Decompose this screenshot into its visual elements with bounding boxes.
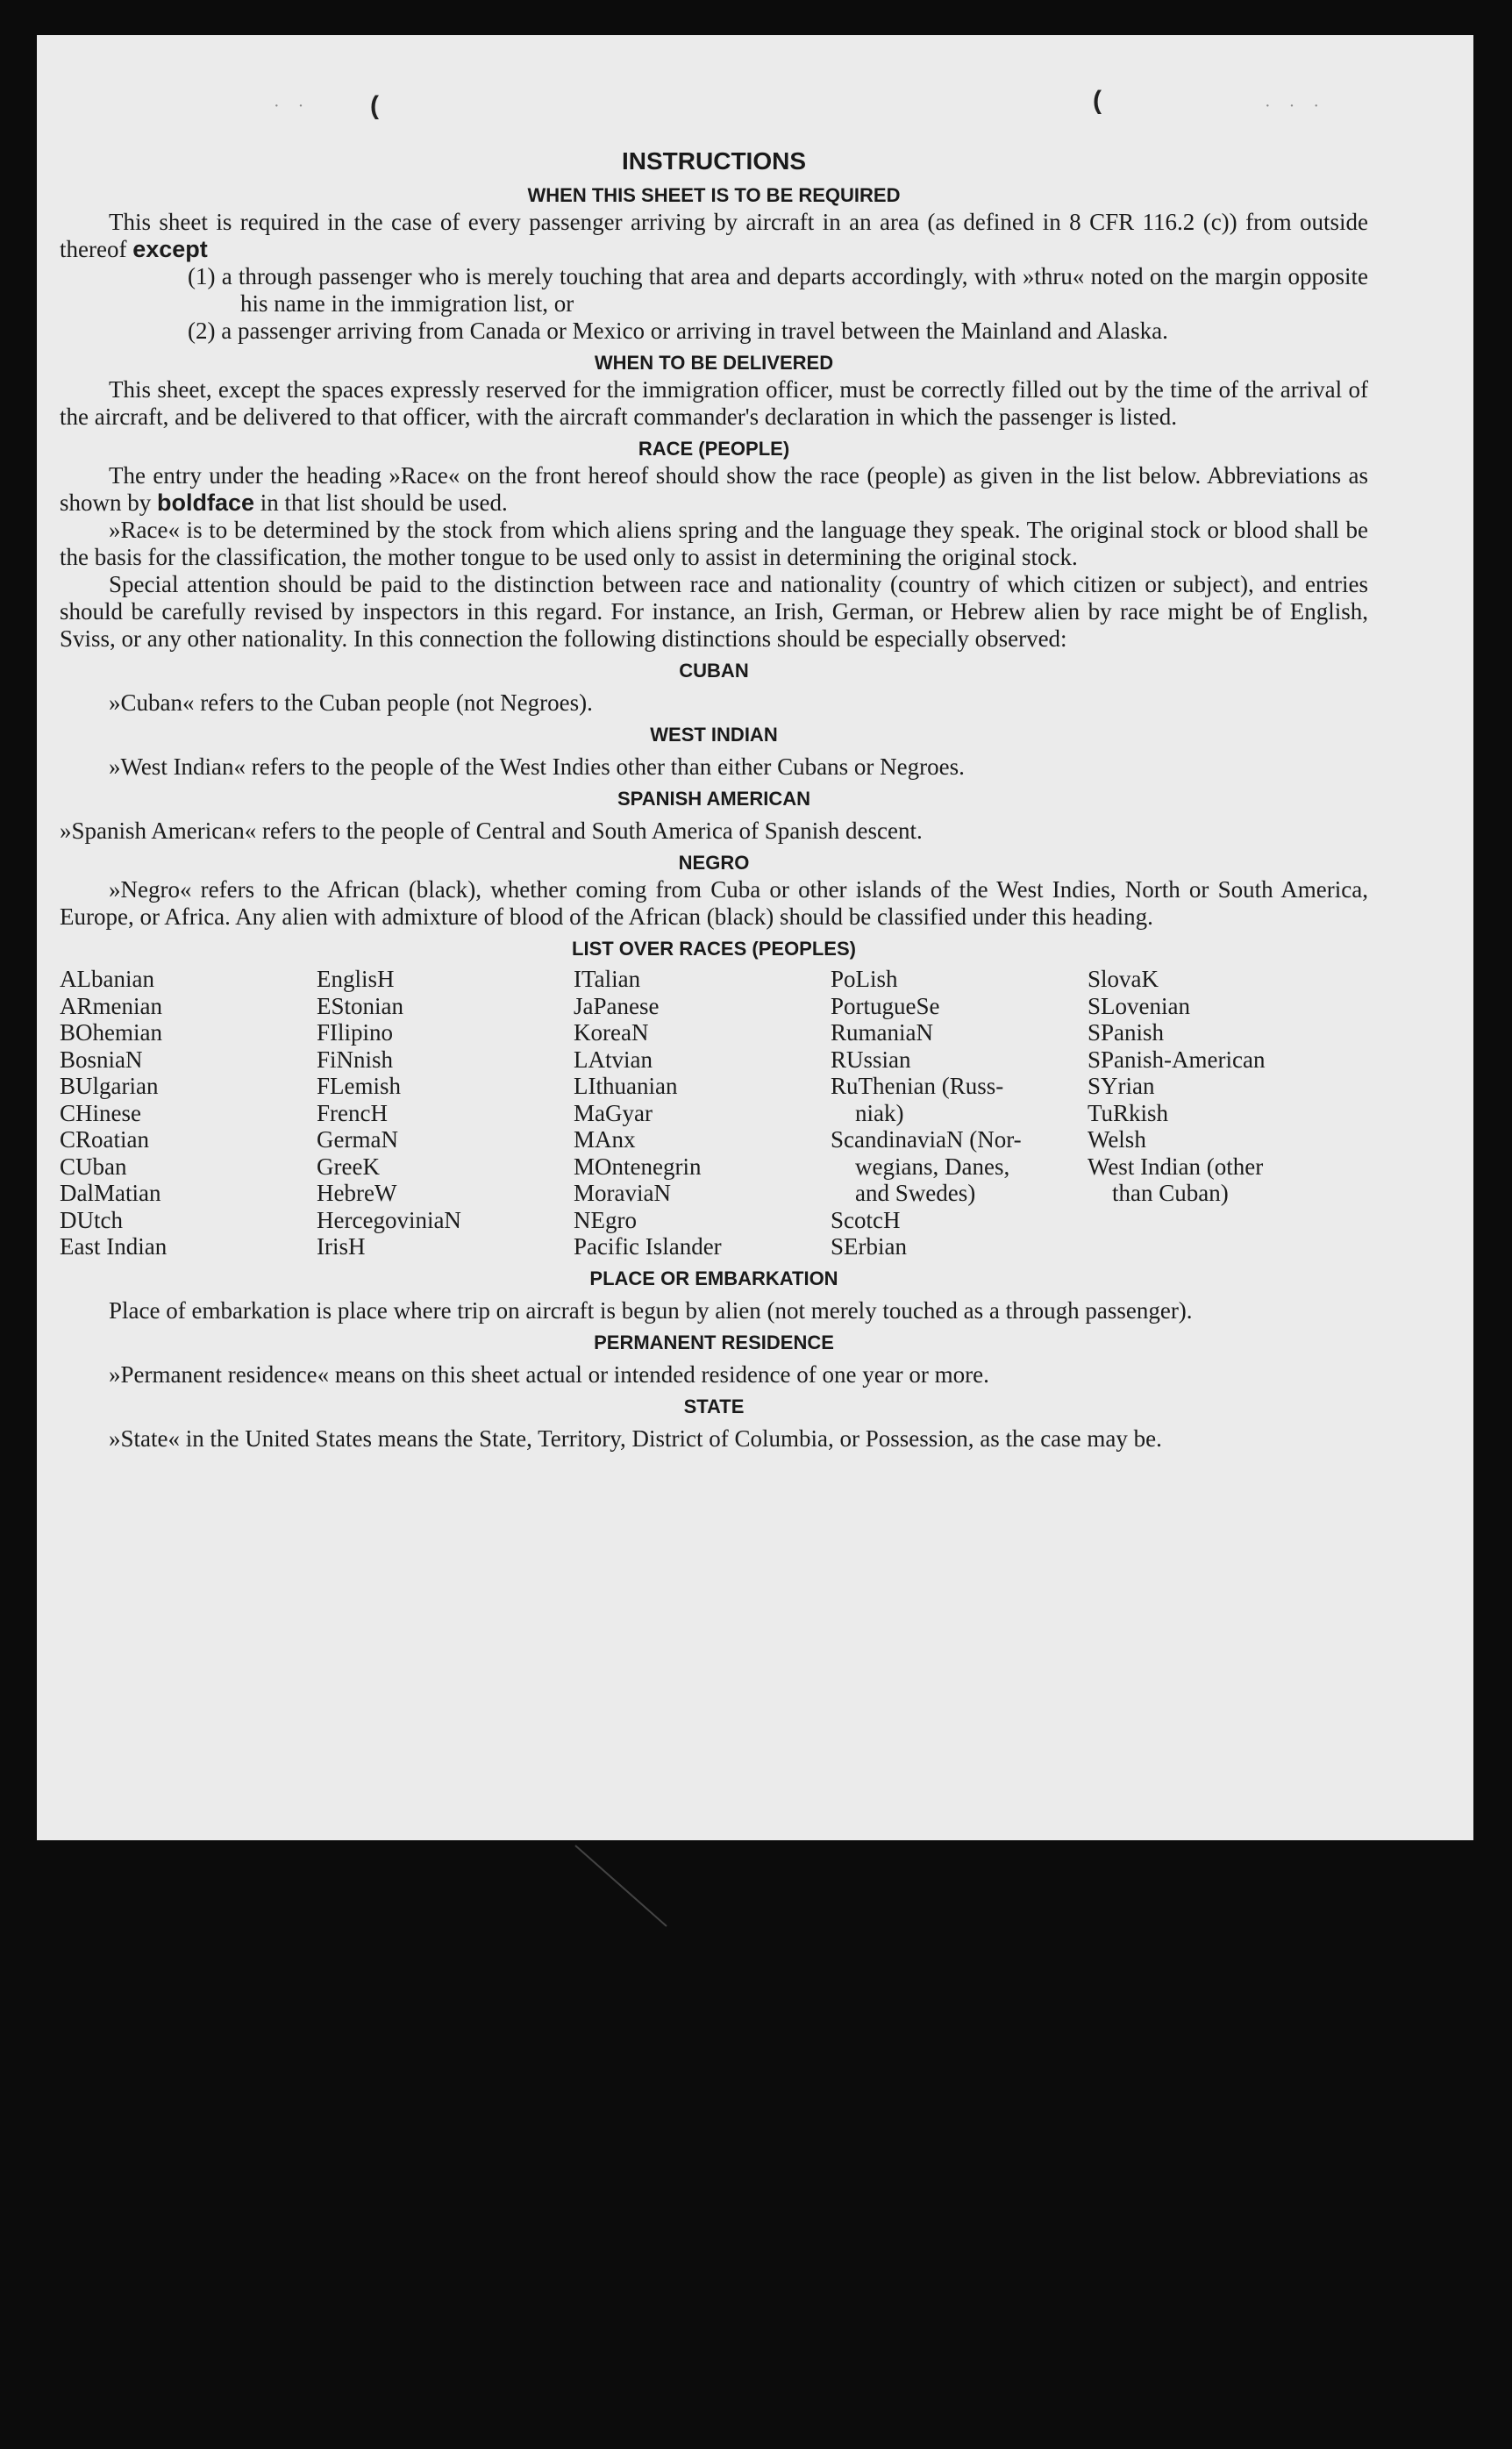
race-entry: Pacific Islander	[574, 1233, 722, 1260]
heading-when-delivered: WHEN TO BE DELIVERED	[594, 352, 834, 374]
text: in that list should be used.	[254, 489, 508, 516]
race-entry: ScotcH	[831, 1206, 901, 1233]
text: This sheet is required in the case of every passenger arriving by aircraft in an area (as defined in 8 CFR 116.2 (c)) from outside thereof	[60, 209, 1368, 262]
speck-marks-right: · · ·	[1265, 96, 1326, 116]
heading-when-required: WHEN THIS SHEET IS TO BE REQUIRED	[527, 184, 901, 206]
race-entry-continued: than Cuban)	[1112, 1180, 1229, 1206]
race-entry: FrencH	[317, 1099, 388, 1126]
bold-text: except	[132, 236, 208, 262]
paragraph-cuban: »Cuban« refers to the Cuban people (not Negroes).	[109, 689, 593, 716]
race-entry: FIlipino	[317, 1019, 394, 1046]
race-entry: DalMatian	[60, 1180, 161, 1206]
races-column-1	[60, 966, 317, 1260]
race-entry: West Indian (other	[1088, 1153, 1264, 1180]
race-entry: ITalian	[574, 966, 641, 992]
race-entry: JaPanese	[574, 992, 660, 1019]
paragraph-negro: »Negro« refers to the African (black), whether coming from Cuba or other islands of the West Indies, North or South America, Europe, or Africa. Any alien with admixture of blood of the African (black) should be classified under this heading.	[60, 876, 1368, 930]
race-entry: BOhemian	[60, 1019, 162, 1046]
heading-embarkation: PLACE OR EMBARKATION	[589, 1267, 838, 1289]
heading-permanent-residence: PERMANENT RESIDENCE	[594, 1331, 834, 1353]
heading-state: STATE	[683, 1395, 745, 1417]
races-column-3	[574, 966, 831, 1260]
race-entry: FiNnish	[317, 1046, 394, 1073]
paragraph-west-indian: »West Indian« refers to the people of the West Indies other than either Cubans or Negroes.	[109, 753, 965, 780]
race-entry: SErbian	[831, 1233, 907, 1260]
paragraph-race-1	[60, 462, 1368, 517]
race-entry: MaGyar	[574, 1099, 653, 1126]
race-entry: ARmenian	[60, 992, 162, 1019]
race-entry: TuRkish	[1088, 1099, 1169, 1126]
race-entry: NEgro	[574, 1206, 637, 1233]
paragraph-permanent-residence: »Permanent residence« means on this sheet actual or intended residence of one year or more.	[109, 1360, 989, 1388]
race-entry: GreeK	[317, 1153, 380, 1180]
paragraph-race-2: »Race« is to be determined by the stock from which aliens spring and the language they speak. The original stock or blood shall be the basis for the classification, the mother tongue to be used only to assist in determining the original stock.	[60, 517, 1368, 570]
races-column-4	[831, 966, 1088, 1260]
race-entry-continued: niak)	[855, 1099, 904, 1126]
race-entry: CUban	[60, 1153, 127, 1180]
punch-mark-left: (	[370, 91, 379, 120]
race-entry: EStonian	[317, 992, 403, 1019]
paragraph-state: »State« in the United States means the State, Territory, District of Columbia, or Possession, as the case may be.	[109, 1424, 1162, 1452]
list-item-1: (1) a through passenger who is merely touching that area and departs accordingly, with »thru« noted on the margin opposite his name in the immigration list, or	[188, 263, 1368, 317]
race-entry: KoreaN	[574, 1019, 649, 1046]
race-entry: Welsh	[1088, 1126, 1146, 1153]
race-entry: EnglisH	[317, 966, 395, 992]
race-entry: MAnx	[574, 1126, 636, 1153]
bold-text: boldface	[157, 489, 255, 516]
race-entry: LAtvian	[574, 1046, 653, 1073]
paragraph-when-required	[60, 209, 1368, 263]
race-entry: SPanish	[1088, 1019, 1165, 1046]
speck-marks: · ·	[274, 96, 311, 116]
race-entry: CRoatian	[60, 1126, 149, 1153]
race-entry-continued: wegians, Danes,	[855, 1153, 1010, 1180]
races-column-2	[317, 966, 574, 1260]
races-column-5	[1088, 966, 1344, 1260]
race-entry: SPanish-American	[1088, 1046, 1266, 1073]
race-entry: SlovaK	[1088, 966, 1159, 992]
document-sheet	[37, 35, 1473, 1840]
race-entry: MOntenegrin	[574, 1153, 702, 1180]
race-entry: GermaN	[317, 1126, 398, 1153]
heading-cuban: CUBAN	[679, 660, 749, 682]
race-entry: LIthuanian	[574, 1073, 678, 1099]
race-entry: RUssian	[831, 1046, 911, 1073]
race-entry: RuThenian (Russ-	[831, 1073, 1004, 1099]
page-title: INSTRUCTIONS	[622, 147, 806, 175]
text: The entry under the heading »Race« on the front hereof should show the race (people) as given in the list below. Abbreviations as shown by	[60, 462, 1368, 516]
punch-mark-right: (	[1093, 86, 1102, 115]
race-entry: PortugueSe	[831, 992, 940, 1019]
race-entry: SLovenian	[1088, 992, 1190, 1019]
paragraph-when-delivered: This sheet, except the spaces expressly reserved for the immigration officer, must be correctly filled out by the time of the arrival of the aircraft, and be delivered to that officer, with the aircraft commander's declaration in which the passenger is listed.	[60, 376, 1368, 430]
race-entry: ALbanian	[60, 966, 154, 992]
races-table	[60, 966, 1368, 1260]
instructions-content	[60, 144, 1368, 1453]
list-item-2: (2) a passenger arriving from Canada or Mexico or arriving in travel between the Mainland and Alaska.	[188, 318, 1168, 344]
heading-race: RACE (PEOPLE)	[638, 438, 790, 460]
race-entry: MoraviaN	[574, 1180, 671, 1206]
race-entry: BUlgarian	[60, 1073, 159, 1099]
heading-west-indian: WEST INDIAN	[650, 724, 778, 746]
race-entry: BosniaN	[60, 1046, 143, 1073]
race-entry: DUtch	[60, 1206, 123, 1233]
race-entry: SYrian	[1088, 1073, 1155, 1099]
race-entry: CHinese	[60, 1099, 141, 1126]
paragraph-spanish-american: »Spanish American« refers to the people of Central and South America of Spanish descent.	[60, 818, 923, 844]
race-entry: IrisH	[317, 1233, 366, 1260]
paragraph-race-3: Special attention should be paid to the distinction between race and nationality (country of which citizen or subject), and entries should be carefully revised by inspectors in this regard. For instance, an Irish, German, or Hebrew alien by race might be of English, Sviss, or any other nationality. In this connection the following distinctions should be especially observed:	[60, 571, 1368, 652]
race-entry: FLemish	[317, 1073, 402, 1099]
race-entry: PoLish	[831, 966, 898, 992]
race-entry: HercegoviniaN	[317, 1206, 461, 1233]
race-entry: ScandinaviaN (Nor-	[831, 1126, 1022, 1153]
paragraph-embarkation: Place of embarkation is place where trip on aircraft is begun by alien (not merely touched as a through passenger).	[109, 1296, 1193, 1324]
race-entry: HebreW	[317, 1180, 397, 1206]
heading-spanish-american: SPANISH AMERICAN	[617, 788, 810, 810]
race-entry: RumaniaN	[831, 1019, 933, 1046]
race-entry: East Indian	[60, 1233, 168, 1260]
race-entry-continued: and Swedes)	[855, 1180, 976, 1206]
scratch-line	[575, 1846, 667, 1926]
heading-negro: NEGRO	[678, 852, 750, 874]
heading-races-list: LIST OVER RACES (PEOPLES)	[572, 938, 856, 960]
